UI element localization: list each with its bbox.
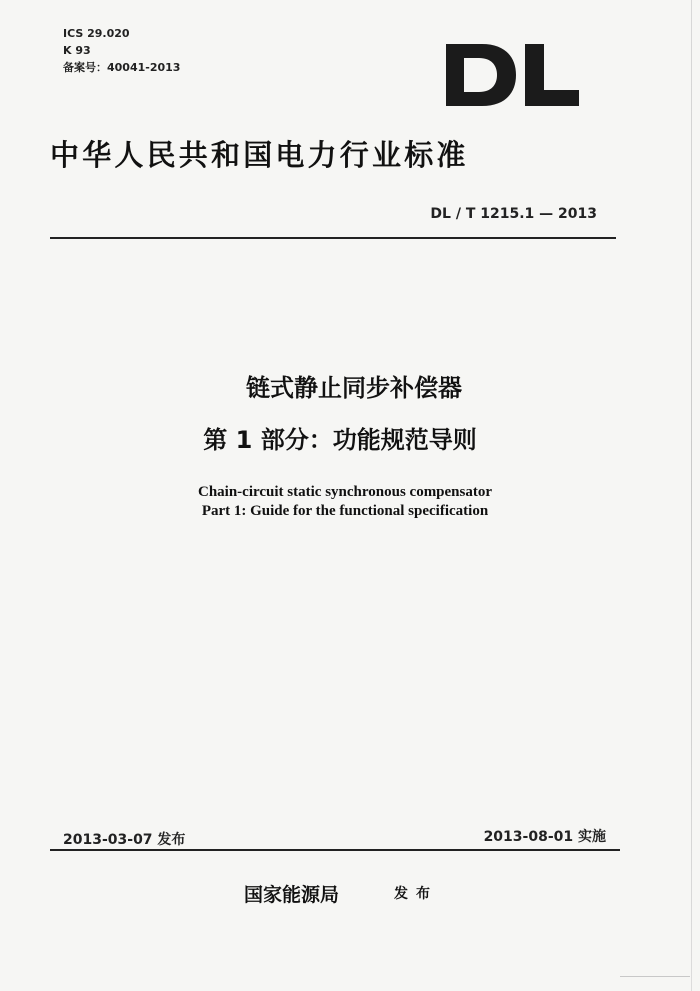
issuer-name: 国家能源局: [244, 884, 340, 906]
dl-logo: [446, 44, 579, 106]
standard-number: DL / T 1215.1 — 2013: [430, 206, 597, 222]
title-en-line1: Chain-circuit static synchronous compensator: [197, 484, 493, 500]
bottom-divider: [50, 849, 620, 851]
title-cn-line1: 链式静止同步补偿器: [246, 374, 462, 402]
effective-date: 2013-08-01 实施: [483, 829, 606, 845]
classification-block: [63, 25, 180, 76]
ics-code: ICS 29.020: [63, 27, 130, 40]
title-cn-line2: 第 1 部分：功能规范导则: [203, 426, 477, 454]
main-title: 中华人民共和国电力行业标准: [50, 138, 469, 172]
filing-number: 备案号：40041-2013: [63, 61, 181, 74]
title-en-line2: Part 1: Guide for the functional specification: [201, 503, 489, 519]
classification-code: K 93: [63, 44, 91, 57]
issue-date: 2013-03-07 发布: [63, 832, 186, 848]
issuer-action: 发布: [394, 886, 438, 902]
top-divider: [50, 237, 616, 239]
scan-mark: [620, 976, 690, 977]
